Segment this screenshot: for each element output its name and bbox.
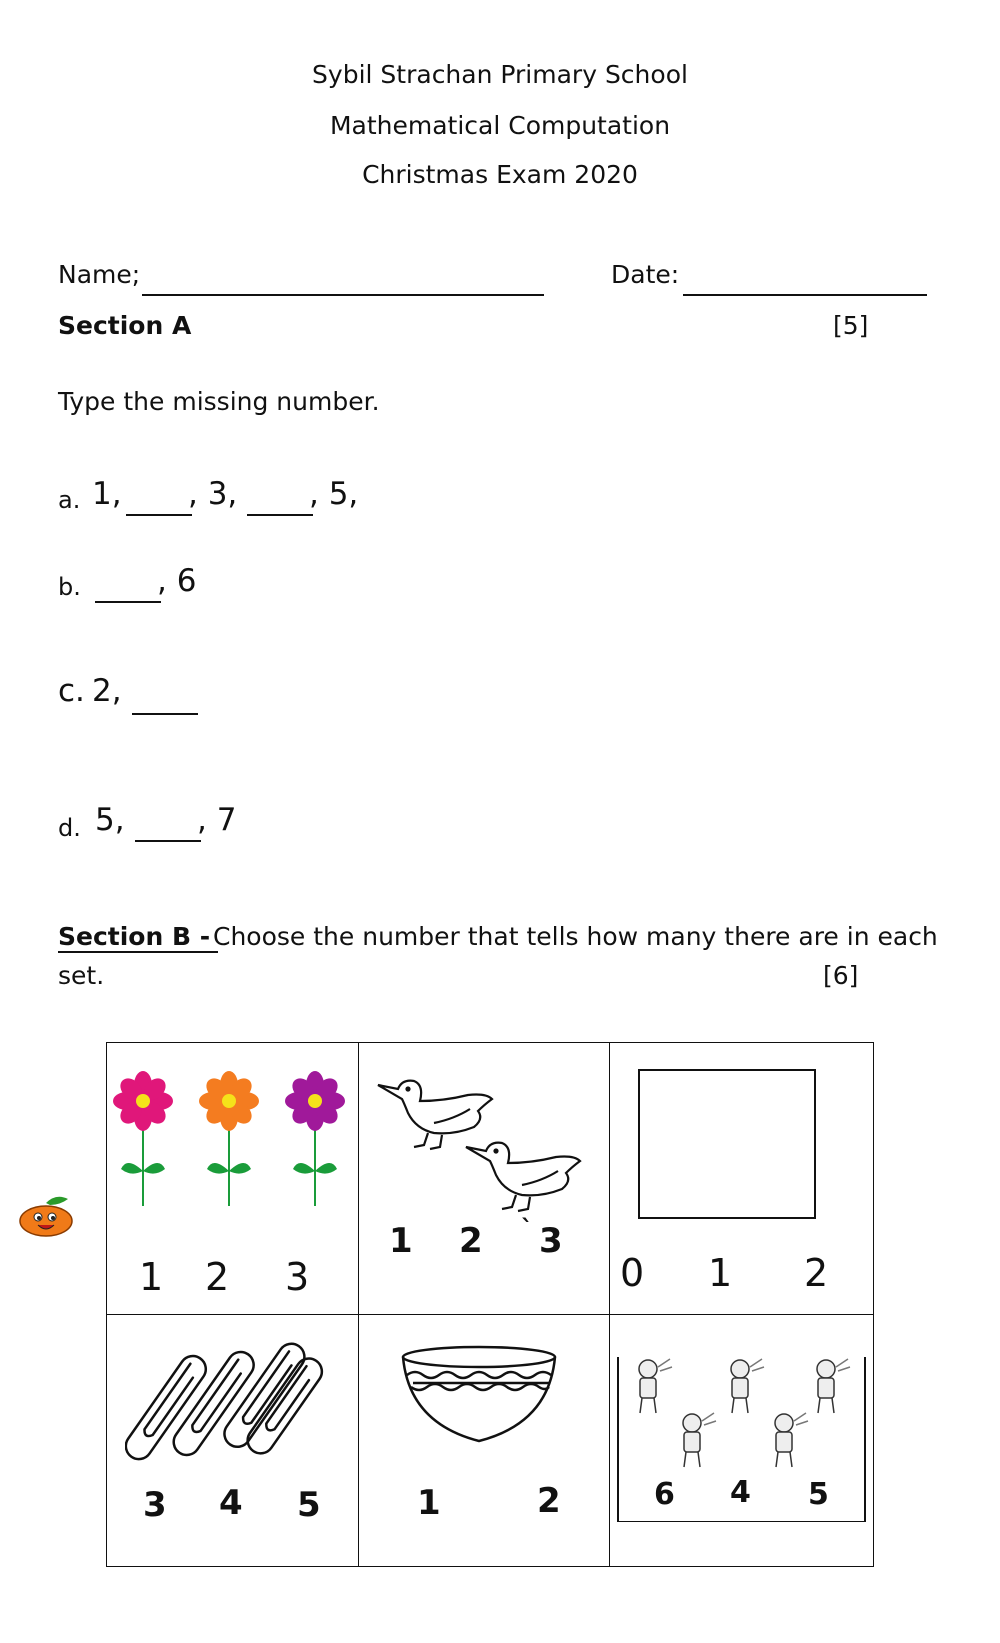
question-d-text-2: , 7	[197, 802, 237, 838]
question-a-text-2: , 3,	[188, 476, 238, 512]
paper-clips-picture	[125, 1327, 335, 1477]
name-label: Name;	[58, 260, 141, 289]
option-3[interactable]: 3	[285, 1255, 310, 1299]
option-5[interactable]: 5	[297, 1485, 321, 1525]
option-1[interactable]: 1	[139, 1255, 164, 1299]
question-b-text-1: , 6	[157, 563, 197, 599]
question-c-text-1: 2,	[92, 673, 122, 709]
grid-cell-empty-square	[610, 1043, 873, 1315]
section-a-instruction: Type the missing number.	[58, 387, 380, 416]
grid-cell-bowl	[359, 1315, 610, 1566]
option-3[interactable]: 3	[539, 1221, 563, 1261]
grid-cell-cartoon-kids	[610, 1315, 873, 1566]
orange-mascot-icon	[16, 1193, 78, 1239]
section-b-title: Section B -	[58, 922, 218, 953]
question-a-text-3: , 5,	[309, 476, 359, 512]
question-a-letter: a.	[58, 486, 81, 514]
question-a-text-1: 1,	[92, 476, 122, 512]
date-label: Date:	[611, 260, 680, 289]
empty-square-picture	[638, 1069, 816, 1219]
grid-cell-flowers	[107, 1043, 359, 1315]
flowers-picture	[107, 1061, 357, 1211]
option-1[interactable]: 1	[389, 1221, 413, 1261]
option-1[interactable]: 1	[417, 1483, 441, 1523]
question-d-text-1: 5,	[95, 802, 125, 838]
name-field[interactable]	[142, 262, 544, 296]
stray-mark: `	[521, 1215, 533, 1243]
option-2[interactable]: 2	[459, 1221, 483, 1261]
question-b-answer-1[interactable]	[95, 569, 161, 603]
section-a-marks: [5]	[833, 311, 869, 340]
option-1[interactable]: 1	[708, 1251, 733, 1295]
grid-cell-ducks	[359, 1043, 610, 1315]
option-3[interactable]: 3	[143, 1485, 167, 1525]
section-b-marks: [6]	[823, 961, 859, 990]
question-d-answer-1[interactable]	[135, 808, 201, 842]
exam-title: Christmas Exam 2020	[362, 160, 638, 189]
bowl-picture	[399, 1343, 559, 1448]
option-2[interactable]: 2	[537, 1481, 561, 1521]
section-b-instruction: Choose the number that tells how many there are in each	[213, 922, 938, 951]
option-4[interactable]: 4	[219, 1483, 243, 1523]
section-a-title: Section A	[58, 311, 192, 340]
question-b-letter: b.	[58, 573, 81, 601]
question-a-answer-1[interactable]	[126, 482, 192, 516]
section-b-instruction-cont: set.	[58, 961, 105, 990]
subject-title: Mathematical Computation	[329, 111, 671, 140]
option-6[interactable]: 6	[654, 1477, 675, 1512]
date-field[interactable]	[683, 262, 927, 296]
option-4[interactable]: 4	[730, 1475, 751, 1510]
counting-grid	[106, 1042, 874, 1567]
question-c-letter: c.	[58, 673, 85, 709]
school-name: Sybil Strachan Primary School	[312, 60, 688, 89]
question-a-answer-2[interactable]	[247, 482, 313, 516]
option-0[interactable]: 0	[620, 1251, 645, 1295]
option-2[interactable]: 2	[205, 1255, 230, 1299]
grid-cell-paper-clips	[107, 1315, 359, 1566]
option-5[interactable]: 5	[808, 1477, 829, 1512]
option-2[interactable]: 2	[804, 1251, 829, 1295]
question-d-letter: d.	[58, 814, 81, 842]
question-c-answer-1[interactable]	[132, 681, 198, 715]
kids-picture	[620, 1355, 860, 1485]
